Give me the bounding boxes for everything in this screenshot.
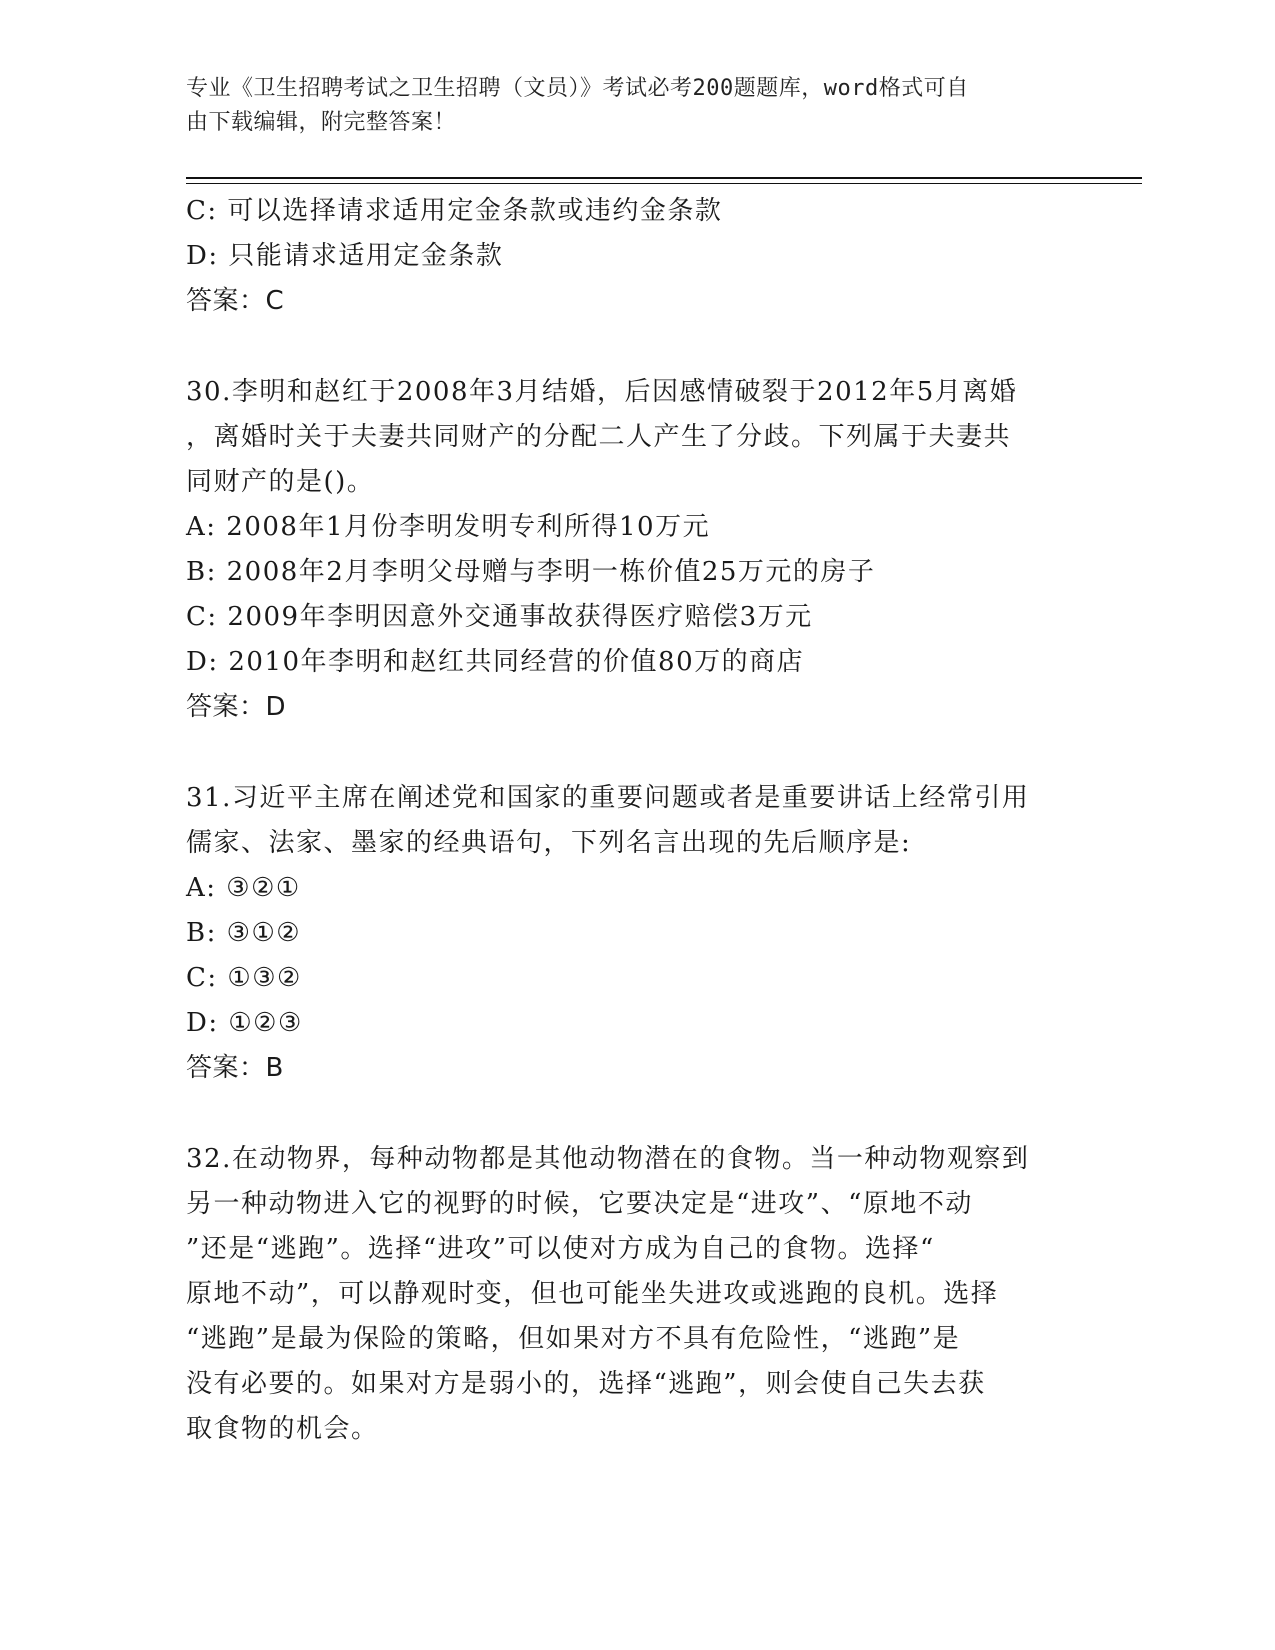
question-stem-line: ，离婚时关于夫妻共同财产的分配二人产生了分歧。下列属于夫妻共 [186, 422, 1012, 452]
option-c: C: ①③② [186, 963, 302, 993]
spacer [186, 1091, 1066, 1137]
answer: 答案：D [186, 692, 287, 722]
question-30 [186, 370, 1066, 730]
question-31 [186, 776, 1066, 1091]
option-a: A: ③②① [186, 873, 301, 903]
option-b: B: 2008年2月李明父母赠与李明一栋价值25万元的房子 [186, 557, 876, 587]
prev-question [186, 189, 1066, 324]
option-d: D: 2010年李明和赵红共同经营的价值80万的商店 [186, 647, 805, 677]
header-divider-thick [186, 177, 1142, 179]
option-b: B: ③①② [186, 918, 302, 948]
spacer [186, 730, 1066, 776]
question-stem-line: 没有必要的。如果对方是弱小的，选择“逃跑”，则会使自己失去获 [186, 1369, 986, 1399]
answer: 答案：C [186, 286, 285, 316]
question-stem-line: 取食物的机会。 [186, 1414, 379, 1444]
header-line-1: 专业《卫生招聘考试之卫生招聘（文员）》考试必考200题题库，word格式可自 [186, 76, 969, 101]
question-stem-line: 原地不动”，可以静观时变，但也可能坐失进攻或逃跑的良机。选择 [186, 1279, 999, 1309]
option-d: D: ①②③ [186, 1008, 303, 1038]
option-c: C: 可以选择请求适用定金条款或违约金条款 [186, 196, 723, 226]
question-32 [186, 1137, 1066, 1452]
document-header [186, 72, 1066, 140]
question-stem-line: 另一种动物进入它的视野的时候，它要决定是“进攻”、“原地不动 [186, 1189, 973, 1219]
question-stem-line: ”还是“逃跑”。选择“进攻”可以使对方成为自己的食物。选择“ [186, 1234, 935, 1264]
document-body [186, 189, 1066, 1452]
question-stem-line: 32.在动物界，每种动物都是其他动物潜在的食物。当一种动物观察到 [186, 1144, 1030, 1174]
header-line-2: 由下载编辑，附完整答案！ [186, 110, 457, 135]
option-a: A: 2008年1月份李明发明专利所得10万元 [186, 512, 711, 542]
option-d: D: 只能请求适用定金条款 [186, 241, 504, 271]
question-stem-line: “逃跑”是最为保险的策略，但如果对方不具有危险性，“逃跑”是 [186, 1324, 961, 1354]
option-c: C: 2009年李明因意外交通事故获得医疗赔偿3万元 [186, 602, 813, 632]
question-stem-line: 同财产的是()。 [186, 467, 375, 497]
answer: 答案：B [186, 1053, 284, 1083]
question-stem-line: 儒家、法家、墨家的经典语句，下列名言出现的先后顺序是: [186, 828, 912, 858]
spacer [186, 324, 1066, 370]
question-stem-line: 30.李明和赵红于2008年3月结婚，后因感情破裂于2012年5月离婚 [186, 377, 1018, 407]
header-divider-thin [186, 183, 1142, 184]
question-stem-line: 31.习近平主席在阐述党和国家的重要问题或者是重要讲话上经常引用 [186, 783, 1030, 813]
